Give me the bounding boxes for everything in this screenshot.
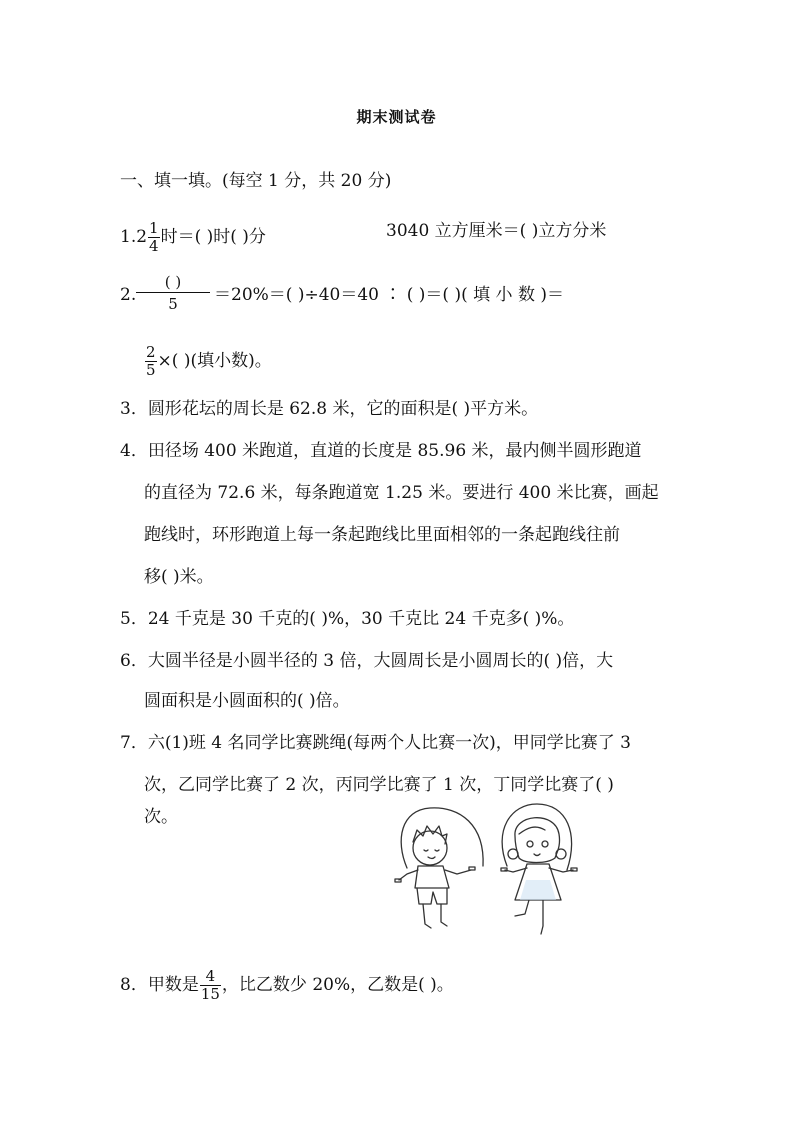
question-7-line-2: 次，乙同学比赛了 2 次，丙同学比赛了 1 次，丁同学比赛了( ) xyxy=(144,775,614,795)
question-2-prefix: 2. xyxy=(120,285,137,305)
girl-rope-icon xyxy=(502,804,571,870)
q2-cont-rest: ×( )(填小数)。 xyxy=(157,351,272,371)
question-2-continuation xyxy=(144,344,272,379)
question-6-line-1: 6．大圆半径是小圆半径的 3 倍，大圆周长是小圆周长的( )倍，大 xyxy=(120,651,614,671)
page-title: 期末测试卷 xyxy=(356,108,437,126)
q1-frac-num: 1 xyxy=(149,219,159,237)
question-5: 5．24 千克是 30 千克的( )%，30 千克比 24 千克多( )%。 xyxy=(120,609,575,629)
q2-cont-frac-den: 5 xyxy=(146,361,156,379)
question-4-line-3: 跑线时，环形跑道上每一条起跑线比里面相邻的一条起跑线往前 xyxy=(144,525,620,545)
question-3: 3．圆形花坛的周长是 62.8 米，它的面积是( )平方米。 xyxy=(120,399,539,419)
q1-left-rest: 时＝( )时( )分 xyxy=(160,227,266,247)
q2-cont-fraction xyxy=(145,344,157,379)
question-7-line-1: 7．六(1)班 4 名同学比赛跳绳(每两个人比赛一次)，甲同学比赛了 3 xyxy=(120,733,632,753)
q8-frac-num: 4 xyxy=(200,968,221,986)
q2-cont-frac-num: 2 xyxy=(146,343,156,361)
question-8 xyxy=(120,968,454,1003)
q2-frac-num: ( ) xyxy=(136,272,210,293)
section-heading: 一、填一填。(每空 1 分，共 20 分) xyxy=(120,171,392,191)
question-6-line-2: 圆面积是小圆面积的( )倍。 xyxy=(144,691,350,711)
q2-frac-den: 5 xyxy=(168,295,178,313)
q8-frac-den: 15 xyxy=(200,985,220,1003)
question-1-right: 3040 立方厘米＝( )立方分米 xyxy=(386,221,607,241)
question-4-line-4: 移( )米。 xyxy=(144,567,214,587)
question-4-line-2: 的直径为 72.6 米，每条跑道宽 1.25 米。要进行 400 米比赛，画起 xyxy=(144,483,659,503)
question-4-line-1: 4．田径场 400 米跑道，直道的长度是 85.96 米，最内侧半圆形跑道 xyxy=(120,441,642,461)
q8-prefix: 8．甲数是 xyxy=(120,975,199,995)
q8-fraction xyxy=(200,968,221,1003)
q8-rest: ，比乙数少 20%，乙数是( )。 xyxy=(221,975,454,995)
q1-frac-den: 4 xyxy=(149,237,159,255)
question-1 xyxy=(120,220,266,255)
jump-rope-kids-illustration xyxy=(385,800,595,948)
question-2-rest: ＝20%＝( )÷40＝40 ∶ ( )＝( )( 填 小 数 )＝ xyxy=(214,285,564,305)
q1-fraction xyxy=(148,220,160,255)
q2-fraction xyxy=(136,272,210,315)
question-7-line-3: 次。 xyxy=(144,807,178,827)
q1-prefix: 1.2 xyxy=(120,227,148,247)
